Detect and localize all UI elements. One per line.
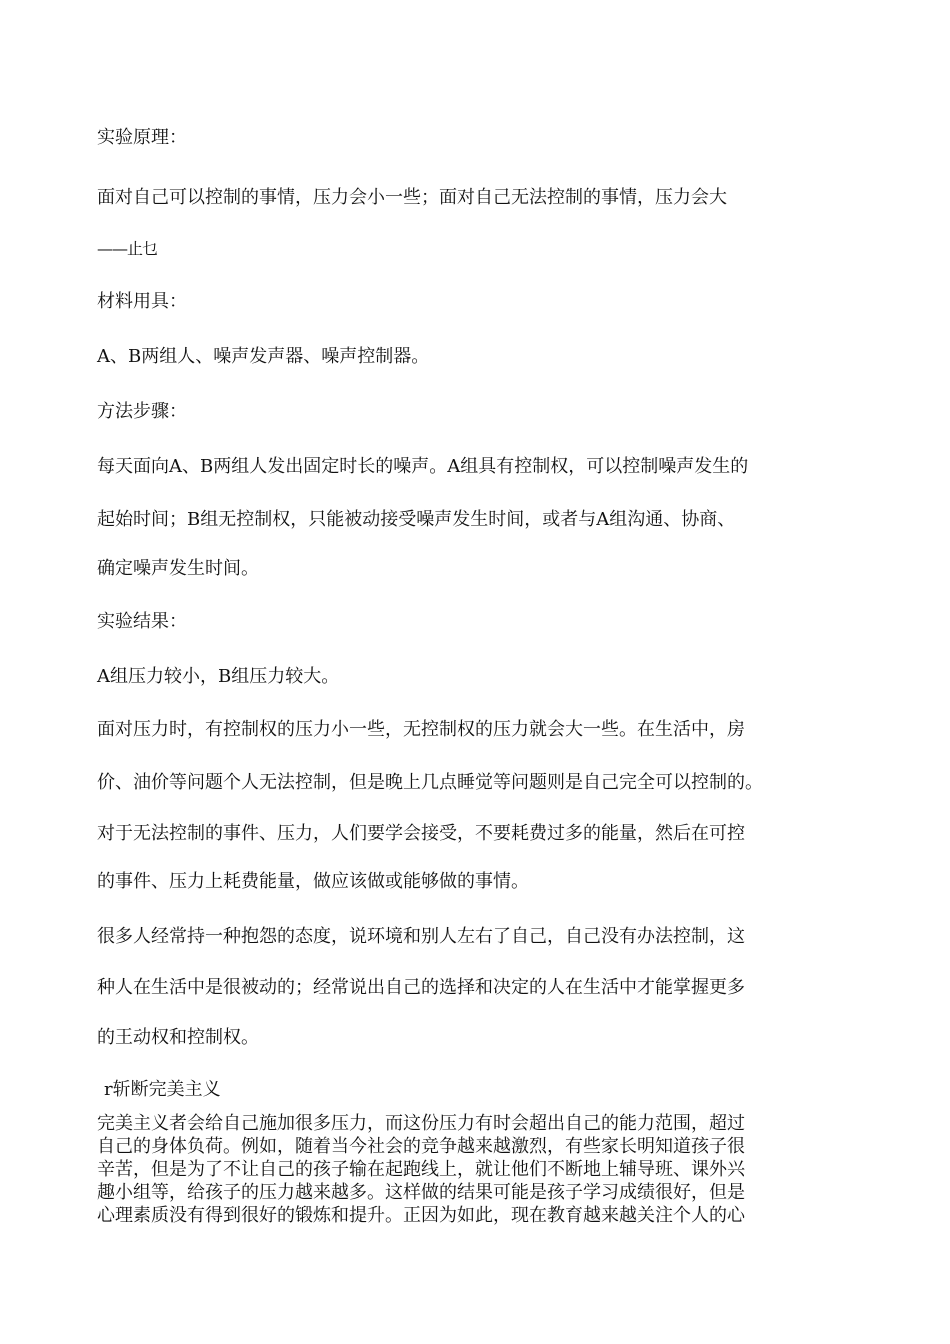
paragraph-2-line: 的王动权和控制权。: [97, 1027, 259, 1048]
paragraph-1-line: 面对压力时，有控制权的压力小一些，无控制权的压力就会大一些。在生活中，房: [97, 719, 745, 740]
section-2-heading: r斩断完美主义: [104, 1079, 221, 1100]
materials-text: A、B两组人、噪声发声器、噪声控制器。: [97, 346, 430, 367]
heading-principle: 实验原理：: [97, 127, 187, 148]
section-2-line: 自己的身体负荷。例如，随着当今社会的竞争越来越激烈，有些家长明知道孩子很: [97, 1136, 745, 1157]
result-text: A组压力较小，B组压力较大。: [97, 666, 340, 687]
paragraph-2-line: 很多人经常持一种抱怨的态度，说环境和别人左右了自己，自己没有办法控制，这: [97, 926, 745, 947]
method-line: 起始时间；B组无控制权，只能被动接受噪声发生时间，或者与A组沟通、协商、: [97, 509, 736, 530]
heading-method: 方法步骤：: [97, 401, 187, 422]
paragraph-2-line: 种人在生活中是很被动的；经常说出自己的选择和决定的人在生活中才能掌握更多: [97, 977, 745, 998]
section-2-body: [97, 1112, 857, 1227]
section-2-line: 趣小组等，给孩子的压力越来越多。这样做的结果可能是孩子学习成绩很好，但是: [97, 1182, 745, 1203]
paragraph-1-line: 的事件、压力上耗费能量，做应该做或能够做的事情。: [97, 871, 529, 892]
method-line: 每天面向A、B两组人发出固定时长的噪声。A组具有控制权，可以控制噪声发生的: [97, 456, 749, 477]
principle-line-1: 面对自己可以控制的事情，压力会小一些；面对自己无法控制的事情，压力会大: [97, 187, 727, 208]
section-2-line: 心理素质没有得到很好的锻炼和提升。正因为如此，现在教育越来越关注个人的心: [97, 1205, 745, 1226]
section-2-line: 完美主义者会给自己施加很多压力，而这份压力有时会超出自己的能力范围，超过: [97, 1113, 745, 1134]
paragraph-1-line: 价、油价等问题个人无法控制，但是晚上几点睡觉等问题则是自己完全可以控制的。: [97, 772, 763, 793]
principle-line-2-artifact: ——止乜: [97, 239, 158, 258]
heading-result: 实验结果：: [97, 611, 187, 632]
section-2-line: 辛苦，但是为了不让自己的孩子输在起跑线上，就让他们不断地上辅导班、课外兴: [97, 1159, 745, 1180]
heading-materials: 材料用具：: [97, 291, 187, 312]
paragraph-1-line: 对于无法控制的事件、压力，人们要学会接受，不要耗费过多的能量，然后在可控: [97, 823, 745, 844]
method-line: 确定噪声发生时间。: [97, 558, 259, 579]
